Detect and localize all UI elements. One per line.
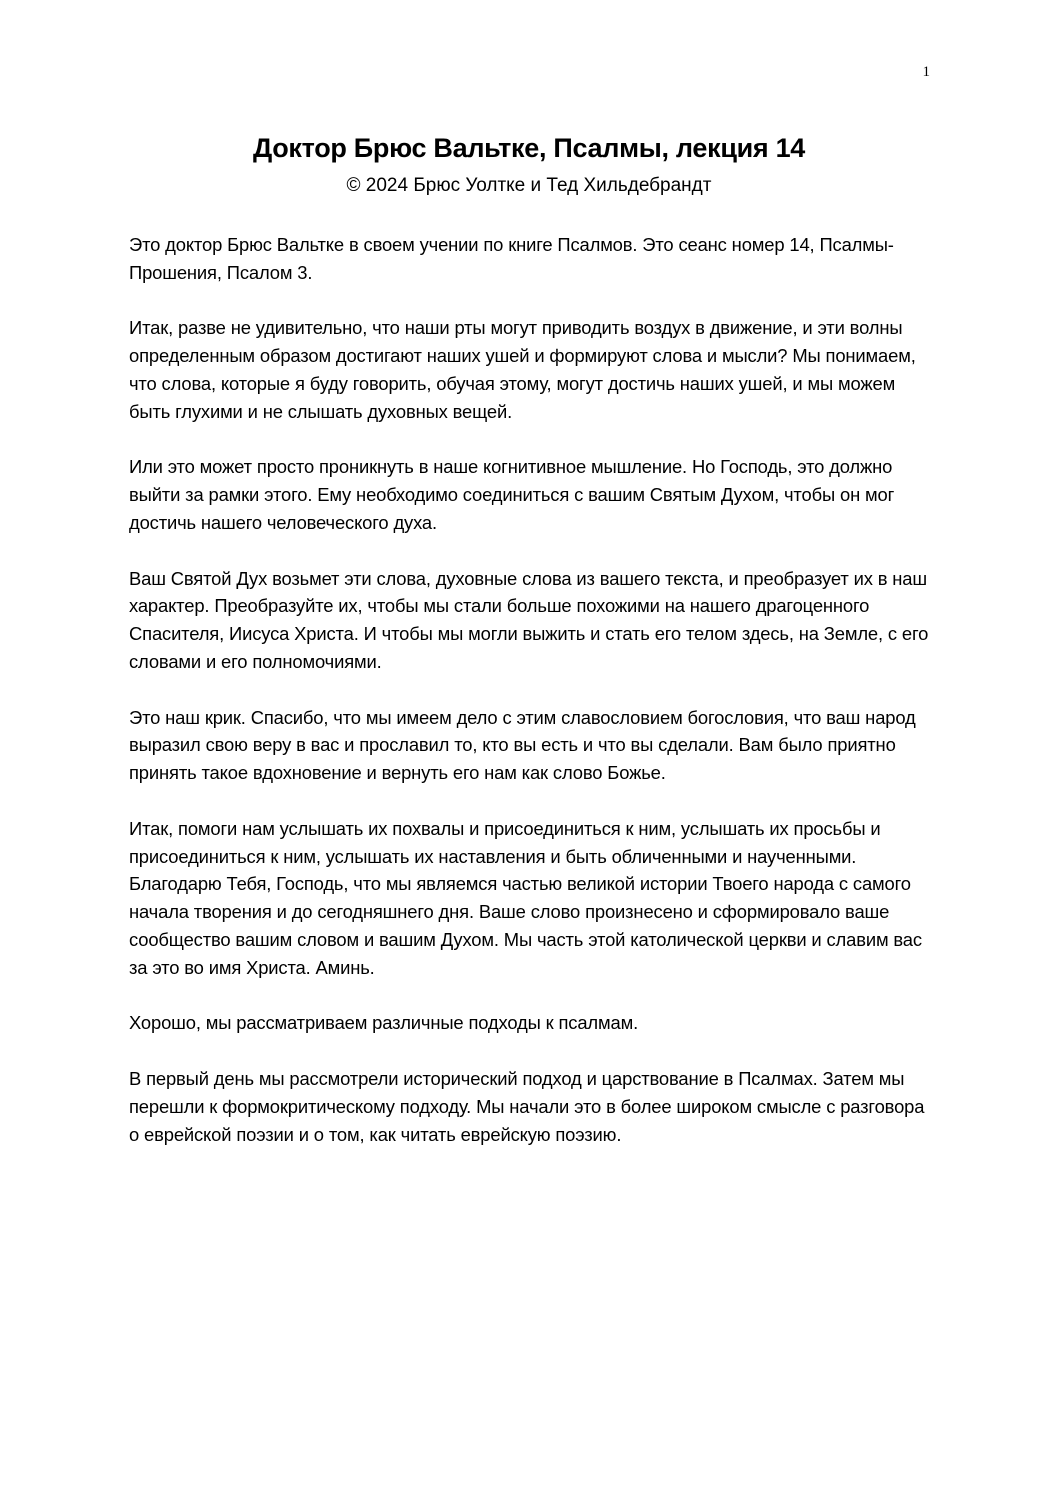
copyright-line: © 2024 Брюс Уолтке и Тед Хильдебрандт xyxy=(346,175,712,196)
paragraph: Итак, разве не удивительно, что наши рты могут приводить воздух в движение, и эти волны определенным образом достигают наших ушей и формируют слова и мысли? Мы понимаем, что слова, которые я буду говорить, обучая этому, могут достичь наших ушей, и мы можем быть глухими и не слышать духовных вещей. xyxy=(129,317,916,422)
page-number: 1 xyxy=(922,64,930,80)
document-body xyxy=(129,231,934,1176)
document-title: Доктор Брюс Вальтке, Псалмы, лекция 14 xyxy=(252,133,806,163)
paragraph: В первый день мы рассмотрели исторический подход и царствование в Псалмах. Затем мы перешли к формокритическому подходу. Мы начали это в более широком смысле с разговора о еврейской поэзии и о том, как читать еврейскую поэзию. xyxy=(129,1067,925,1145)
paragraph: Или это может просто проникнуть в наше когнитивное мышление. Но Господь, это должно выйти за рамки этого. Ему необходимо соединиться с вашим Святым Духом, чтобы он мог достичь нашего человеческого духа. xyxy=(129,456,895,533)
paragraph: Ваш Святой Дух возьмет эти слова, духовные слова из вашего текста, и преобразует их в наш характер. Преобразуйте их, чтобы мы стали больше похожими на нашего драгоценного Спасителя, Иисуса Христа. И чтобы мы могли выжить и стать его телом здесь, на Земле, с его словами и его полномочиями. xyxy=(129,567,929,672)
paragraph: Это наш крик. Спасибо, что мы имеем дело с этим славословием богословия, что ваш народ выразил свою веру в вас и прославил то, кто вы есть и что вы сделали. Вам было приятно принять такое вдохновение и вернуть его нам как слово Божье. xyxy=(129,706,916,784)
paragraph: Хорошо, мы рассматриваем различные подходы к псалмам. xyxy=(129,1012,639,1034)
paragraph: Это доктор Брюс Вальтке в своем учении по книге Псалмов. Это сеанс номер 14, Псалмы-Прошения, Псалом 3. xyxy=(129,234,894,283)
paragraph: Итак, помоги нам услышать их похвалы и присоединиться к ним, услышать их просьбы и присоединиться к ним, услышать их наставления и быть обличенными и наученными. Благодарю Тебя, Господь, что мы являемся частью великой истории Твоего народа с самого начала творения и до сегодняшнего дня. Ваше слово произнесено и сформировало ваше сообщество вашим словом и вашим Духом. Мы часть этой католической церкви и славим вас за это во имя Христа. Аминь. xyxy=(129,817,922,978)
